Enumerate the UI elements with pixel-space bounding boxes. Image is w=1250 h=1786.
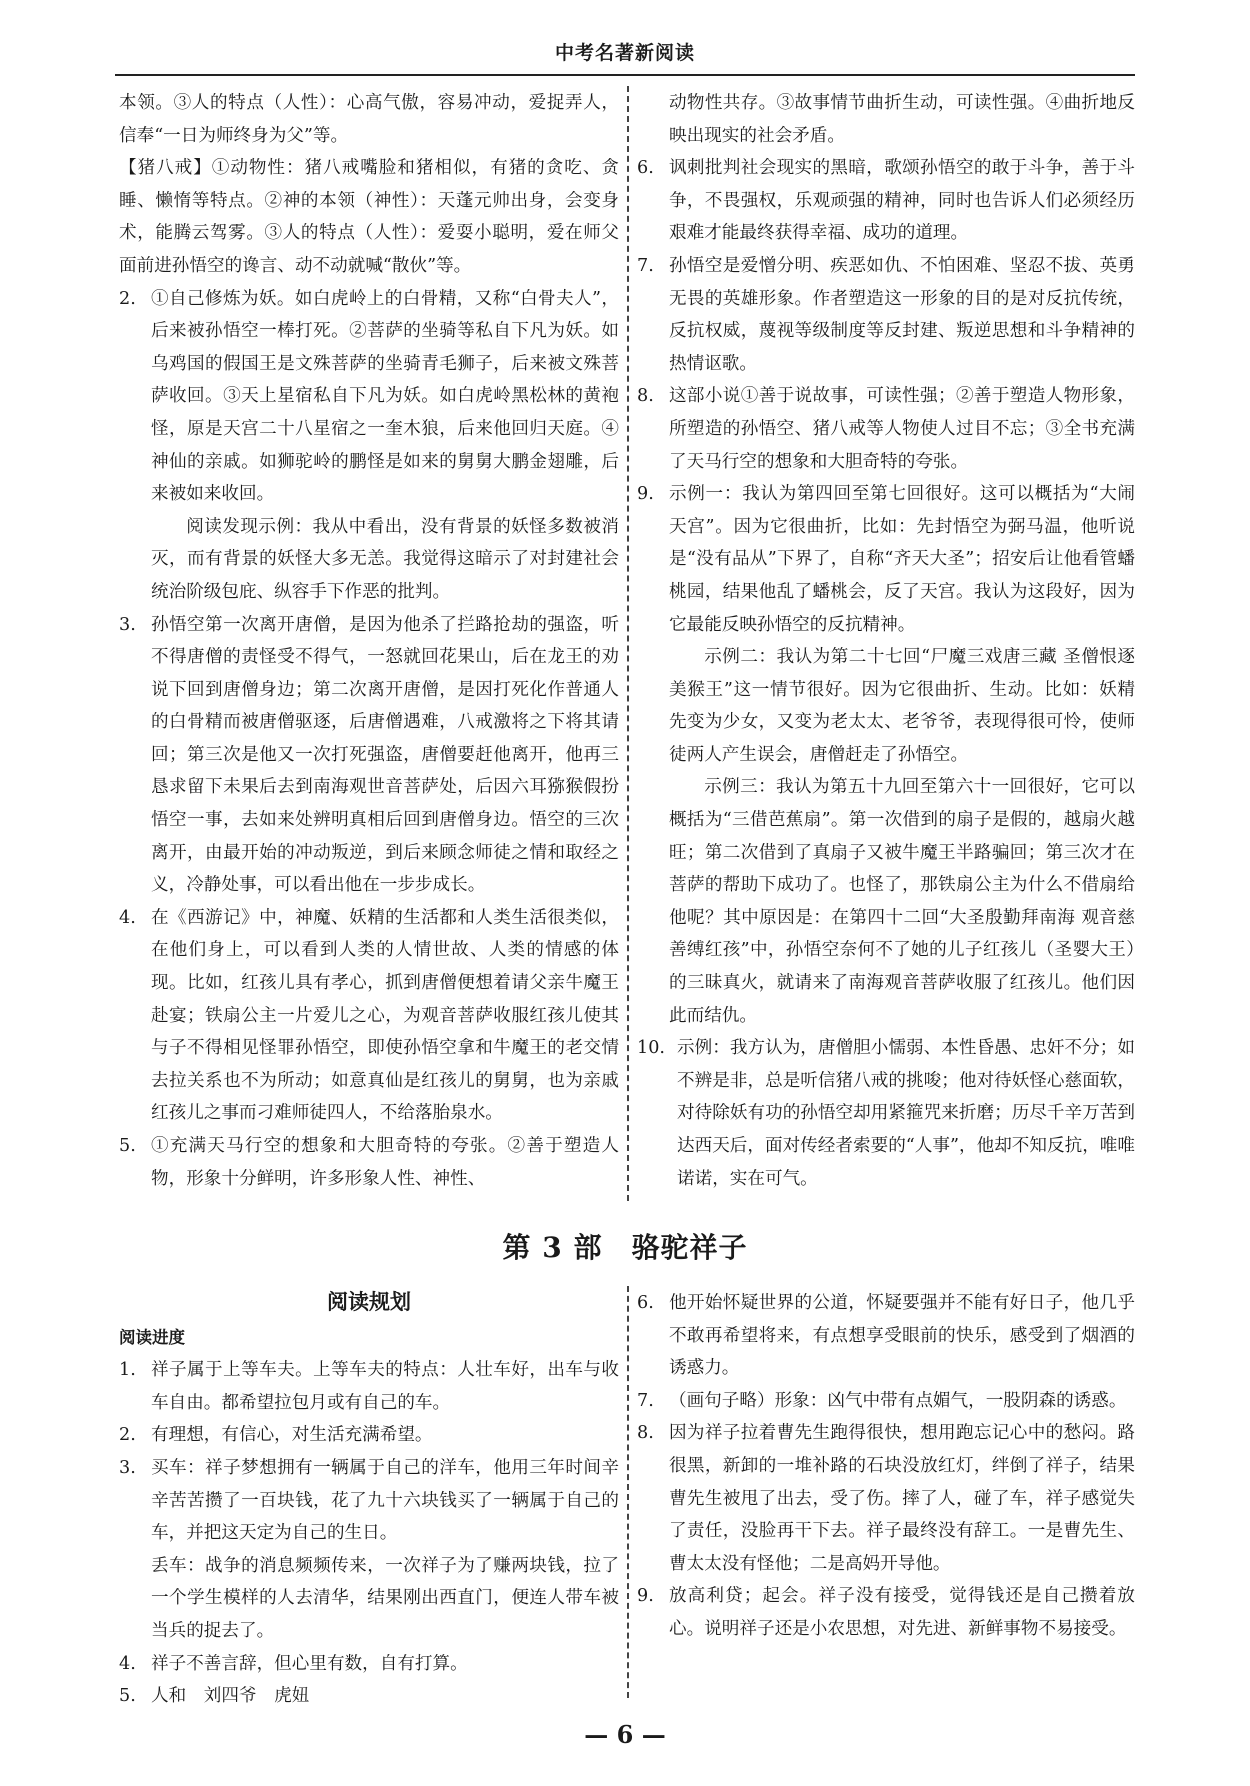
item-number: 7. xyxy=(637,1390,654,1411)
subheading: 阅读进度 xyxy=(119,1327,185,1347)
item-text: 孙悟空是爱憎分明、疾恶如仇、不怕困难、坚忍不拔、英勇无畏的英雄形象。作者塑造这一形象的目的是对反抗传统，反抗权威，蔑视等级制度等反封建、叛逆思想和斗争精神的热情讴歌。 xyxy=(669,255,1135,374)
answer-item xyxy=(637,152,1135,250)
chapter-title: 第 3 部 骆驼祥子 xyxy=(502,1231,748,1264)
answer-item xyxy=(119,1550,619,1648)
answer-item xyxy=(637,1385,1135,1418)
item-number: 4. xyxy=(119,1653,136,1674)
item-number: 8. xyxy=(637,1423,654,1444)
item-number: 7. xyxy=(637,255,654,276)
item-text: 阅读发现示例：我从中看出，没有背景的妖怪多数被消灭，而有背景的妖怪大多无恙。我觉得这暗示了对封建社会统治阶级包庇、纵容手下作恶的批判。 xyxy=(151,516,619,602)
answer-item xyxy=(119,511,619,609)
answer-item xyxy=(119,609,619,902)
item-text: 买车：祥子梦想拥有一辆属于自己的洋车，他用三年时间辛辛苦苦攒了一百块钱，花了九十六块钱买了一辆属于自己的车，并把这天定为自己的生日。 xyxy=(151,1457,619,1544)
item-number: 10. xyxy=(637,1038,665,1059)
item-text: 因为祥子拉着曹先生跑得很快，想用跑忘记心中的愁闷。路很黑，新卸的一堆补路的石块没放红灯，绊倒了祥子，结果曹先生被甩了出去，受了伤。摔了人，碰了车，祥子感觉失了责任，没脸再干下去。祥子最终没有辞工。一是曹先生、曹太太没有怪他；二是高妈开导他。 xyxy=(669,1423,1135,1574)
item-number: 3. xyxy=(119,1457,136,1478)
item-text: 孙悟空第一次离开唐僧，是因为他杀了拦路抢劫的强盗，听不得唐僧的责怪受不得气，一怒就回花果山，后在龙王的劝说下回到唐僧身边；第二次离开唐僧，是因打死化作普通人的白骨精而被唐僧驱逐，后唐僧遇难，八戒激将之下将其请回；第三次是他又一次打死强盗，唐僧要赶他离开，他再三恳求留下未果后去到南海观世音菩萨处，后因六耳猕猴假扮悟空一事，去如来处辨明真相后回到唐僧身边。悟空的三次离开，由最开始的冲动叛逆，到后来顾念师徒之情和取经之义，冷静处事，可以看出他在一步步成长。 xyxy=(151,614,619,896)
answer-item xyxy=(637,87,1135,152)
item-number: 5. xyxy=(119,1686,136,1707)
column-divider-top xyxy=(627,86,629,1201)
item-number: 4. xyxy=(119,907,136,928)
item-number: 2. xyxy=(119,1425,136,1446)
top-right-column xyxy=(637,87,1135,1195)
answer-item xyxy=(119,283,619,511)
answer-item xyxy=(119,1452,619,1550)
item-text: 祥子属于上等车夫。上等车夫的特点：人壮车好，出车与收车自由。都希望拉包月或有自己的车。 xyxy=(151,1360,619,1413)
item-text: 有理想，有信心，对生活充满希望。 xyxy=(151,1425,433,1446)
item-text: 示例三：我认为第五十九回至第六十一回很好，它可以概括为“三借芭蕉扇”。第一次借到的扇子是假的，越扇火越旺；第二次借到了真扇子又被牛魔王半路骗回；第三次才在菩萨的帮助下成功了。也怪了，那铁扇公主为什么不借扇给他呢？其中原因是：在第四十二回“大圣殷勤拜南海 观音慈善缚红孩”中，孙悟空奈何不了她的儿子红孩儿（圣婴大王）的三昧真火，就请来了南海观音菩萨收服了红孩儿。他们因此而结仇。 xyxy=(669,777,1135,1026)
answer-item xyxy=(119,1130,619,1195)
item-text: 在《西游记》中，神魔、妖精的生活都和人类生活很类似，在他们身上，可以看到人类的人情世故、人类的情感的体现。比如，红孩儿具有孝心，抓到唐僧便想着请父亲牛魔王赴宴；铁扇公主一片爱儿之心，为观音菩萨收服红孩儿使其与子不得相见怪罪孙悟空，即使孙悟空拿和牛魔王的老交情去拉关系也不为所动；如意真仙是红孩儿的舅舅，也为亲戚红孩儿之事而刁难师徒四人，不给落胎泉水。 xyxy=(151,907,619,1124)
answer-item xyxy=(119,1354,619,1419)
answer-item xyxy=(637,478,1135,641)
column-divider-bottom xyxy=(627,1286,629,1698)
answer-item xyxy=(119,902,619,1130)
item-number: 5. xyxy=(119,1136,136,1156)
item-text: 示例：我方认为，唐僧胆小懦弱、本性昏愚、忠奸不分；如不辨是非，总是听信猪八戒的挑唆；他对待妖怪心慈面软，对待除妖有功的孙悟空却用紧箍咒来折磨；历尽千辛万苦到达西天后，面对传经者索要的“人事”，他却不知反抗，唯唯诺诺，实在可气。 xyxy=(677,1038,1135,1189)
running-header: 中考名著新阅读 xyxy=(554,42,695,64)
item-text: 讽刺批判社会现实的黑暗，歌颂孙悟空的敢于斗争，善于斗争，不畏强权，乐观顽强的精神，同时也告诉人们必须经历艰难才能最终获得幸福、成功的道理。 xyxy=(669,158,1135,244)
item-number: 3. xyxy=(119,614,136,635)
answer-item xyxy=(637,380,1135,478)
item-text: 丢车：战争的消息频频传来，一次祥子为了赚两块钱，拉了一个学生模样的人去清华，结果刚出西直门，便连人带车被当兵的捉去了。 xyxy=(151,1555,619,1641)
answer-paragraph: 【猪八戒】①动物性：猪八戒嘴脸和猪相似，有猪的贪吃、贪睡、懒惰等特点。②神的本领（神性）：天蓬元帅出身，会变身术，能腾云驾雾。③人的特点（人性）：爱耍小聪明，爱在师父面前进孙悟空的谗言、动不动就喊“散伙”等。 xyxy=(119,158,619,276)
item-text: 示例二：我认为第二十七回“尸魔三戏唐三藏 圣僧恨逐美猴王”这一情节很好。因为它很曲折、生动。比如：妖精先变为少女，又变为老太太、老爷爷，表现得很可怜，使师徒两人产生误会，唐僧赶走了孙悟空。 xyxy=(669,647,1135,765)
item-number: 6. xyxy=(637,1293,654,1313)
item-number: 2. xyxy=(119,288,136,309)
answer-item xyxy=(637,641,1135,771)
item-text: 祥子不善言辞，但心里有数，自有打算。 xyxy=(151,1653,468,1674)
answer-item xyxy=(637,250,1135,380)
answer-item xyxy=(119,1419,619,1452)
item-text: ①充满天马行空的想象和大胆奇特的夸张。②善于塑造人物，形象十分鲜明，许多形象人性、神性、 xyxy=(151,1136,619,1189)
bottom-right-column xyxy=(637,1287,1135,1646)
answer-item xyxy=(637,1417,1135,1580)
header-rule xyxy=(115,74,1135,76)
answer-item xyxy=(637,771,1135,1032)
item-text: 动物性共存。③故事情节曲折生动，可读性强。④曲折地反映出现实的社会矛盾。 xyxy=(669,93,1135,146)
item-text: （画句子略）形象：凶气中带有点媚气，一股阴森的诱惑。 xyxy=(669,1390,1127,1411)
item-number: 8. xyxy=(637,386,654,407)
answer-item xyxy=(637,1580,1135,1645)
answer-item xyxy=(637,1032,1135,1195)
answer-item xyxy=(119,1680,619,1713)
item-text: 示例一：我认为第四回至第七回很好。这可以概括为“大闹天宫”。因为它很曲折，比如：先封悟空为弼马温，他听说是“没有品从”下界了，自称“齐天大圣”；招安后让他看管蟠桃园，结果他乱了蟠桃会，反了天宫。我认为这段好，因为它最能反映孙悟空的反抗精神。 xyxy=(669,484,1135,635)
item-text: 人和 刘四爷 虎妞 xyxy=(151,1686,310,1707)
item-text: ①自己修炼为妖。如白虎岭上的白骨精，又称“白骨夫人”，后来被孙悟空一棒打死。②菩萨的坐骑等私自下凡为妖。如乌鸡国的假国王是文殊菩萨的坐骑青毛狮子，后来被文殊菩萨收回。③天上星宿私自下凡为妖。如白虎岭黑松林的黄袍怪，原是天宫二十八星宿之一奎木狼，后来他回归天庭。④神仙的亲戚。如狮驼岭的鹏怪是如来的舅舅大鹏金翅雕，后来被如来收回。 xyxy=(151,288,619,505)
page-number: — 6 — xyxy=(584,1720,666,1749)
item-number: 1. xyxy=(119,1360,136,1381)
section-title: 阅读规划 xyxy=(327,1289,411,1314)
bottom-left-column xyxy=(119,1282,619,1713)
item-text: 放高利贷；起会。祥子没有接受，觉得钱还是自己攒着放心。说明祥子还是小农思想，对先进、新鲜事物不易接受。 xyxy=(669,1586,1135,1639)
item-text: 这部小说①善于说故事，可读性强；②善于塑造人物形象，所塑造的孙悟空、猪八戒等人物使人过目不忘；③全书充满了天马行空的想象和大胆奇特的夸张。 xyxy=(669,386,1135,472)
item-number: 9. xyxy=(637,1586,654,1607)
item-text: 他开始怀疑世界的公道，怀疑要强并不能有好日子，他几乎不敢再希望将来，有点想享受眼前的快乐，感受到了烟酒的诱惑力。 xyxy=(669,1293,1135,1379)
answer-item xyxy=(119,1648,619,1681)
top-left-column xyxy=(119,87,619,1195)
answer-paragraph: 本领。③人的特点（人性）：心高气傲，容易冲动，爱捉弄人，信奉“一日为师终身为父”等。 xyxy=(119,93,619,146)
item-number: 9. xyxy=(637,484,654,505)
answer-item xyxy=(637,1287,1135,1385)
item-number: 6. xyxy=(637,158,654,179)
